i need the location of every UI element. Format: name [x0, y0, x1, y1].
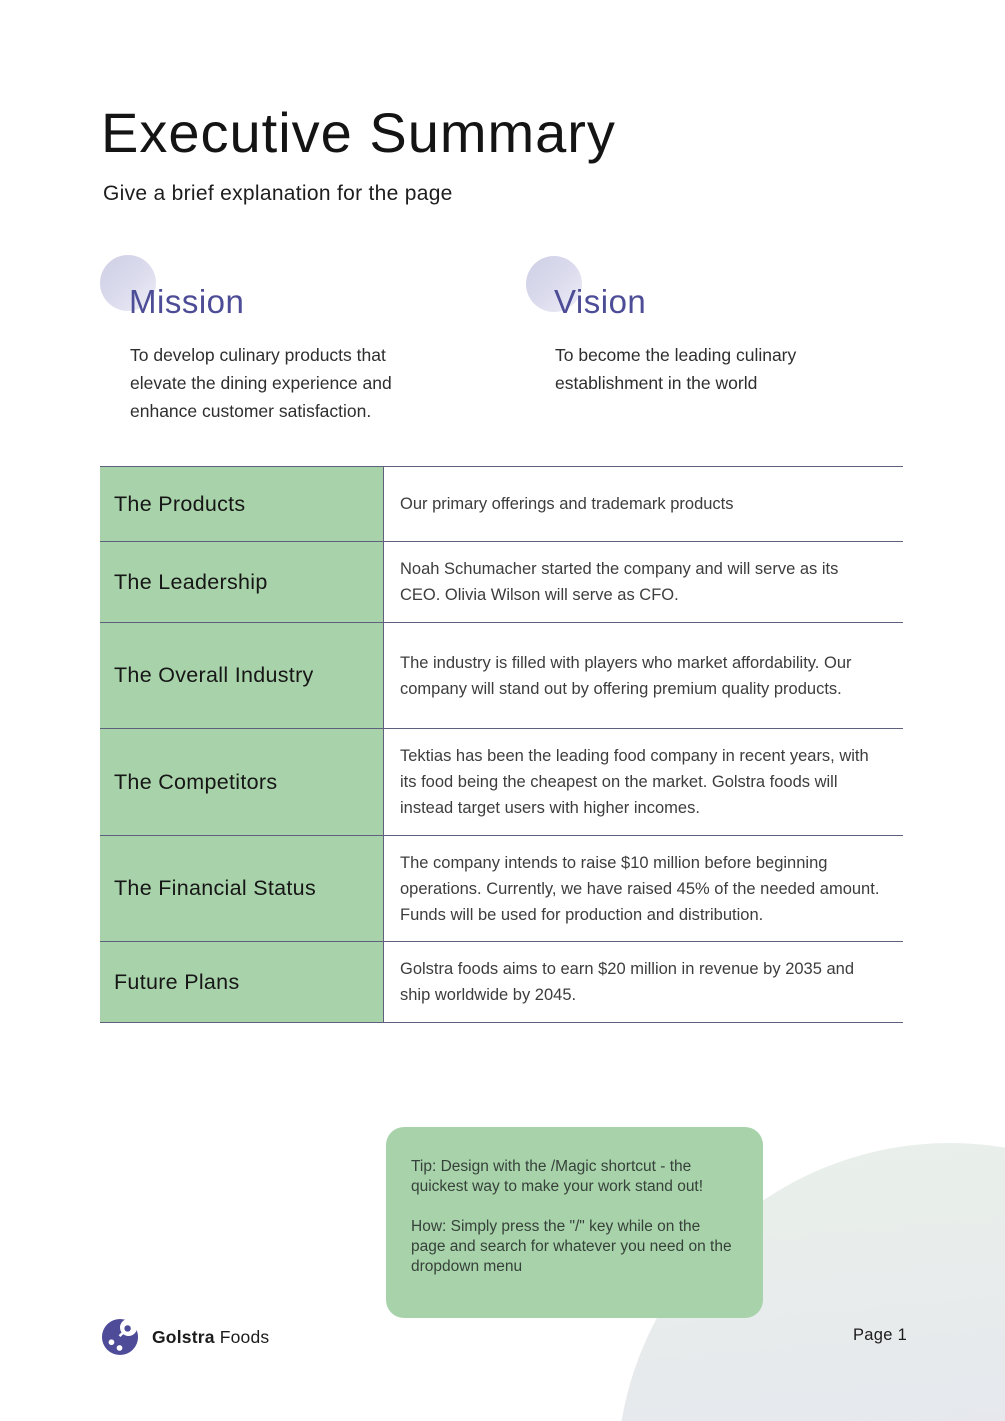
row-label-cell: [100, 623, 384, 728]
vision-body: To become the leading culinary establishment in the world: [555, 345, 797, 393]
how-text: How: Simply press the "/" key while on the page and search for whatever you need on the dropdown menu: [411, 1218, 732, 1275]
brand-name-bold: Golstra: [152, 1326, 215, 1347]
row-description: Golstra foods aims to earn $20 million in revenue by 2035 and ship worldwide by 2045.: [400, 960, 855, 1004]
row-label: The Competitors: [114, 769, 278, 794]
row-label: The Financial Status: [114, 876, 316, 900]
row-description: The industry is filled with players who market affordability. Our company will stand out by offering premium quality products.: [400, 653, 852, 698]
brand-name: [152, 1327, 269, 1348]
row-label-cell: [100, 467, 384, 541]
row-description-cell: [384, 836, 903, 941]
tip-text: Tip: Design with the /Magic shortcut - the quickest way to make your work stand out!: [411, 1158, 704, 1195]
page-number: Page 1: [853, 1326, 908, 1344]
row-label: The Leadership: [114, 569, 268, 594]
row-description: Noah Schumacher started the company and will serve as its CEO. Olivia Wilson will serve as CFO.: [400, 560, 839, 604]
vision-heading: Vision: [554, 283, 647, 320]
row-description-cell: [384, 729, 903, 835]
row-label-cell: [100, 729, 384, 835]
table-row-financial-status: [100, 836, 903, 942]
row-label: The Overall Industry: [114, 663, 314, 687]
table-row-products: [100, 467, 903, 542]
row-description: The company intends to raise $10 million before beginning operations. Currently, we have raised 45% of the needed amount. Funds will be used for production and distribution.: [400, 853, 880, 924]
row-label-cell: [100, 942, 384, 1022]
tip-box: [386, 1127, 763, 1318]
row-description-cell: [384, 623, 903, 728]
table-row-competitors: [100, 729, 903, 836]
row-label: Future Plans: [114, 969, 240, 994]
golstra-logo-icon: [101, 1318, 139, 1356]
summary-table: [100, 466, 903, 1023]
row-label-cell: [100, 542, 384, 622]
row-label-cell: [100, 836, 384, 941]
brand-name-regular: Foods: [214, 1326, 270, 1347]
table-row-leadership: [100, 542, 903, 623]
table-row-future-plans: [100, 942, 903, 1023]
row-description: Our primary offerings and trademark products: [400, 495, 734, 513]
row-description-cell: [384, 942, 903, 1022]
row-description: Tektias has been the leading food company in recent years, with its food being the cheapest on the market. Golstra foods will instead target users with higher incomes.: [400, 747, 869, 817]
row-description-cell: [384, 542, 903, 622]
table-row-overall-industry: [100, 623, 903, 729]
footer-brand: [101, 1318, 269, 1356]
row-description-cell: [384, 467, 903, 541]
mission-heading: Mission: [129, 283, 245, 320]
page-subtitle: Give a brief explanation for the page: [103, 182, 453, 205]
row-label: The Products: [114, 491, 246, 516]
mission-body: To develop culinary products that elevate the dining experience and enhance customer satisfaction.: [130, 345, 392, 421]
page-title: Executive Summary: [101, 101, 616, 164]
